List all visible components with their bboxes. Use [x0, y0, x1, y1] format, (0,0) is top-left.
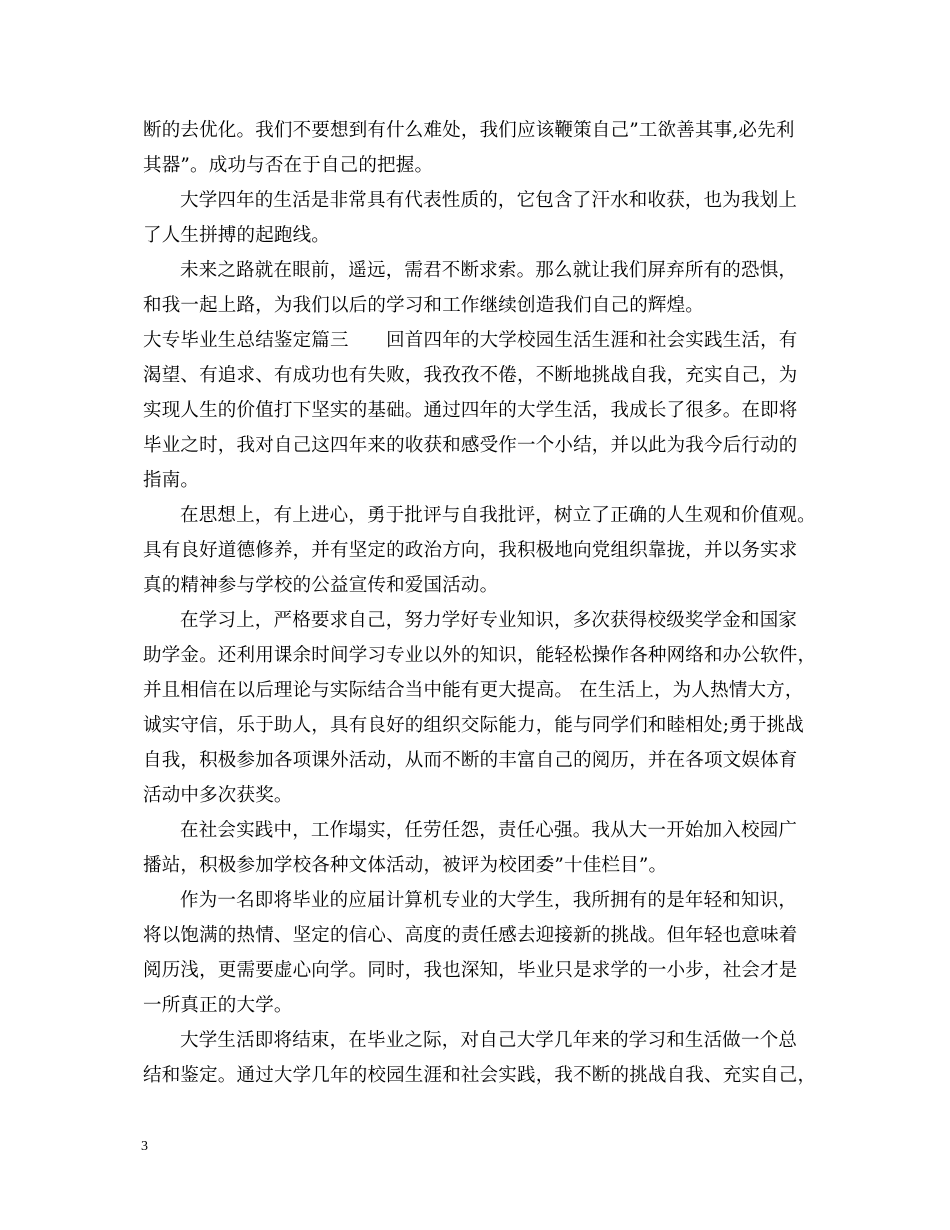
text-line: 大学四年的生活是非常具有代表性质的，它包含了汗水和收获，也为我划上 [180, 190, 798, 211]
text-line: 真的精神参与学校的公益宣传和爱国活动。 [143, 575, 499, 596]
text-line: 播站，积极参加学校各种文体活动，被评为校团委”十佳栏目”。 [143, 855, 668, 876]
text-line: 一所真正的大学。 [143, 995, 293, 1016]
text-line: 诚实守信，乐于助人，具有良好的组织交际能力，能与同学们和睦相处;勇于挑战 [143, 715, 804, 736]
text-line: 自我，积极参加各项课外活动，从而不断的丰富自己的阅历，并在各项文娱体育 [143, 750, 798, 771]
text-line: 和我一起上路，为我们以后的学习和工作继续创造我们自己的辉煌。 [143, 295, 705, 316]
text-line: 大专毕业生总结鉴定篇三 回首四年的大学校园生活生涯和社会实践生活，有 [143, 330, 798, 351]
text-line: 在思想上，有上进心，勇于批评与自我批评，树立了正确的人生观和价值观。 [180, 505, 816, 526]
text-line: 了人生拼搏的起跑线。 [143, 225, 331, 246]
text-line: 在社会实践中，工作塌实，任劳任怨，责任心强。我从大一开始加入校园广 [180, 820, 798, 841]
text-line: 在学习上，严格要求自己，努力学好专业知识，多次获得校级奖学金和国家 [180, 610, 798, 631]
text-line: 助学金。还利用课余时间学习专业以外的知识，能轻松操作各种网络和办公软件， [143, 645, 817, 666]
text-line: 作为一名即将毕业的应届计算机专业的大学生，我所拥有的是年轻和知识， [180, 890, 798, 911]
text-line: 未来之路就在眼前，遥远，需君不断求索。那么就让我们屏弃所有的恐惧， [180, 260, 798, 281]
text-line: 活动中多次获奖。 [143, 785, 293, 806]
text-line: 指南。 [143, 470, 200, 491]
text-line: 毕业之时，我对自己这四年来的收获和感受作一个小结，并以此为我今后行动的 [143, 435, 798, 456]
document-body [143, 113, 823, 1093]
text-line: 实现人生的价值打下坚实的基础。通过四年的大学生活，我成长了很多。在即将 [143, 400, 798, 421]
text-line: 大学生活即将结束，在毕业之际，对自己大学几年来的学习和生活做一个总 [180, 1030, 798, 1051]
text-line: 其器”。成功与否在于自己的把握。 [143, 155, 434, 176]
text-line: 并且相信在以后理论与实际结合当中能有更大提高。 在生活上，为人热情大方， [143, 680, 804, 701]
text-line: 断的去优化。我们不要想到有什么难处，我们应该鞭策自己”工欲善其事,必先利 [143, 120, 795, 141]
text-line: 具有良好道德修养，并有坚定的政治方向，我积极地向党组织靠拢，并以务实求 [143, 540, 798, 561]
text-line: 渴望、有追求、有成功也有失败，我孜孜不倦，不断地挑战自我，充实自己，为 [143, 365, 798, 386]
text-line: 结和鉴定。通过大学几年的校园生涯和社会实践，我不断的挑战自我、充实自己， [143, 1065, 817, 1086]
text-line: 阅历浅，更需要虚心向学。同时，我也深知，毕业只是求学的一小步，社会才是 [143, 960, 798, 981]
text-line: 将以饱满的热情、坚定的信心、高度的责任感去迎接新的挑战。但年轻也意味着 [143, 925, 798, 946]
page-number: 3 [141, 1139, 148, 1154]
